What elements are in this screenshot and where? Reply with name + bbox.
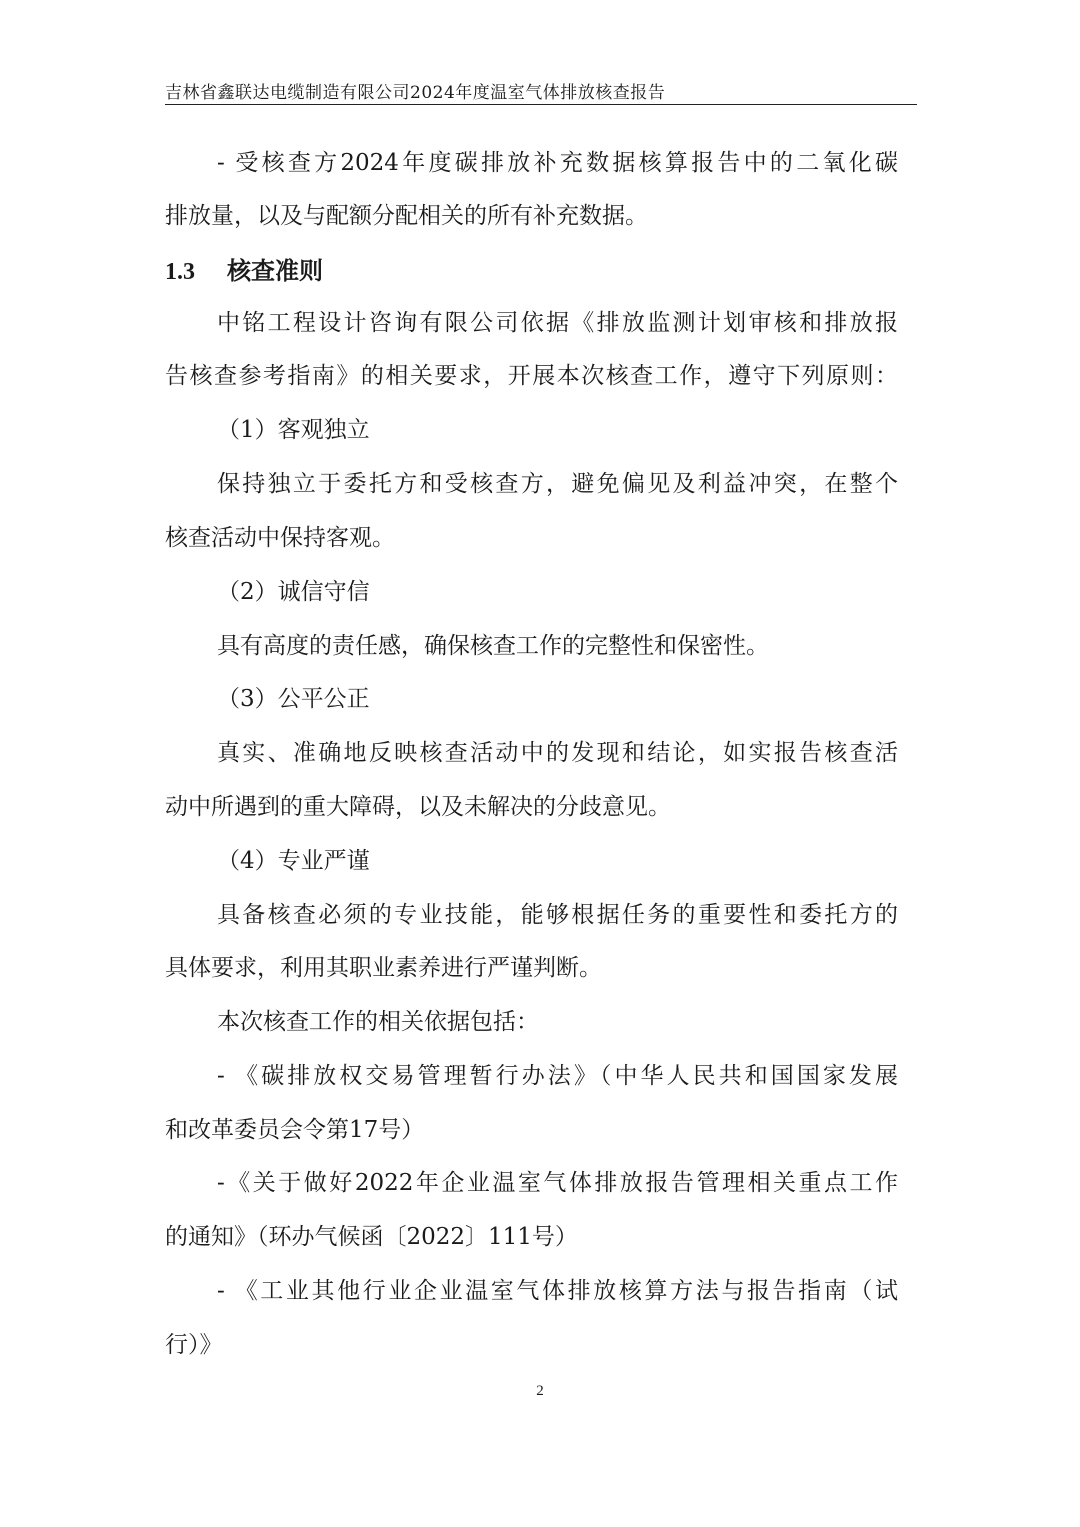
paragraph-line: 排放量，以及与配额分配相关的所有补充数据。	[165, 203, 648, 229]
reference-line: - 《工业其他行业企业温室气体排放核算方法与报告指南（试	[217, 1278, 898, 1304]
paragraph-line: 具备核查必须的专业技能，能够根据任务的重要性和委托方的	[217, 902, 898, 928]
paragraph-line: 中铭工程设计咨询有限公司依据《排放监测计划审核和排放报	[217, 310, 898, 336]
paragraph-line: 核查活动中保持客观。	[165, 525, 395, 551]
reference-line: -《关于做好2022年企业温室气体排放报告管理相关重点工作	[217, 1170, 898, 1196]
reference-line: 行）》	[165, 1332, 223, 1358]
reference-line: 的通知》（环办气候函〔2022〕111号）	[165, 1224, 578, 1250]
paragraph-line: 保持独立于委托方和受核查方，避免偏见及利益冲突，在整个	[217, 471, 898, 497]
principle-heading: （2）诚信守信	[217, 579, 370, 605]
section-heading	[165, 251, 323, 286]
paragraph-line: 动中所遇到的重大障碍，以及未解决的分歧意见。	[165, 794, 671, 820]
paragraph-line: - 受核查方2024年度碳排放补充数据核算报告中的二氧化碳	[217, 150, 898, 176]
section-number: 1.3	[165, 259, 195, 285]
paragraph-line: 具有高度的责任感，确保核查工作的完整性和保密性。	[217, 633, 769, 659]
running-header: 吉林省鑫联达电缆制造有限公司2024年度温室气体排放核查报告	[165, 83, 666, 103]
principle-heading: （4）专业严谨	[217, 848, 370, 874]
header-divider	[165, 104, 917, 105]
paragraph-line: 具体要求，利用其职业素养进行严谨判断。	[165, 955, 602, 981]
page-number: 2	[536, 1383, 544, 1399]
reference-line: 和改革委员会令第17号）	[165, 1117, 425, 1143]
principle-heading: （1）客观独立	[217, 417, 370, 443]
paragraph-line: 真实、准确地反映核查活动中的发现和结论，如实报告核查活	[217, 740, 898, 766]
paragraph-line: 告核查参考指南》的相关要求，开展本次核查工作，遵守下列原则：	[165, 363, 898, 389]
reference-line: - 《碳排放权交易管理暂行办法》（中华人民共和国国家发展	[217, 1063, 898, 1089]
paragraph-line: 本次核查工作的相关依据包括：	[217, 1009, 539, 1035]
section-title: 核查准则	[227, 256, 323, 285]
principle-heading: （3）公平公正	[217, 686, 370, 712]
